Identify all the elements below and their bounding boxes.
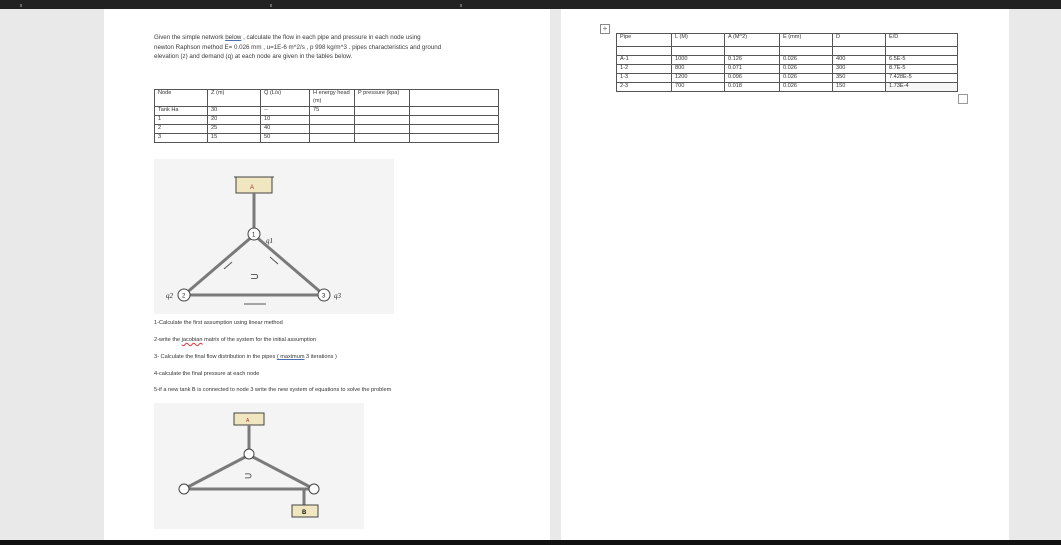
header-cell: Node: [155, 90, 208, 107]
table-cell: 0.126: [725, 56, 780, 65]
table-cell: 2-3: [617, 83, 672, 92]
table-cell: 75: [310, 107, 355, 116]
table-cell: 6.5E-5: [886, 56, 958, 65]
table-cell: --: [261, 107, 310, 116]
step-item: 3- Calculate the final flow distribution in the pipes ( maximum 3 iterations ): [154, 354, 337, 360]
table-cell: [886, 47, 958, 56]
table-cell: 700: [672, 83, 725, 92]
step-item: 1-Calculate the first assumption using linear method: [154, 320, 283, 326]
pipe-network-diagram: [154, 159, 394, 314]
node-3: [309, 484, 319, 494]
header-cell: Pipe: [617, 34, 672, 47]
tank-label: A: [250, 185, 255, 191]
table-cell: [355, 125, 410, 134]
table-cell: 1-3: [617, 74, 672, 83]
table-cell: 0.018: [725, 83, 780, 92]
table-cell: [780, 47, 833, 56]
tank-b-label: B: [302, 510, 307, 516]
table-row: [155, 116, 499, 125]
problem-line-1: Given the simple network below , calculate the flow in each pipe and pressure in each node using: [154, 34, 421, 41]
table-cell: 1: [155, 116, 208, 125]
pipe-network-diagram-with-tank-b: [154, 403, 364, 529]
table-row: [617, 56, 958, 65]
header-cell: L (M): [672, 34, 725, 47]
node-1-label: 1: [252, 232, 256, 239]
table-cell: 400: [833, 56, 886, 65]
table-row: [155, 134, 499, 143]
header-cell: P pressure (kpa): [355, 90, 410, 107]
table-cell: [410, 134, 499, 143]
table-cell: 800: [672, 65, 725, 74]
table-row: [155, 107, 499, 116]
header-cell: A (M^2): [725, 34, 780, 47]
header-cell: E/D: [886, 34, 958, 47]
table-cell: [725, 47, 780, 56]
table-cell: 0.026: [780, 56, 833, 65]
table-cell: 0.096: [725, 74, 780, 83]
problem-line-2: newton Raphson method E= 0.026 mm , u=1E-6 m^2/s , p 998 kg/m^3 . pipes characteristics and ground: [154, 43, 442, 51]
spellcheck-word[interactable]: jacobian: [181, 337, 203, 343]
plus-move-icon[interactable]: +: [600, 24, 610, 34]
table-cell: 2: [155, 125, 208, 134]
below-link[interactable]: below: [225, 34, 242, 41]
ruler-mark: [460, 4, 462, 7]
step-item: 5-if a new tank B is connected to node 3 write the new system of equations to solve the problem: [154, 387, 392, 393]
table-cell: 15: [208, 134, 261, 143]
grammar-mark[interactable]: ( maximum: [276, 354, 305, 360]
table-cell: 0.071: [725, 65, 780, 74]
table-cell: 30: [208, 107, 261, 116]
step-item: 4-calculate the final pressure at each node: [154, 371, 260, 377]
table-cell: [410, 107, 499, 116]
table-cell: [355, 116, 410, 125]
demand-q2: q2: [166, 292, 173, 300]
pipe-table-header: [617, 34, 958, 47]
table-cell: 7.428E-5: [886, 74, 958, 83]
table-row: [617, 74, 958, 83]
node-3-label: 3: [322, 293, 326, 300]
step-item: 2-write the jacobian matrix of the system for the initial assumption: [154, 337, 316, 343]
table-cell: [355, 107, 410, 116]
table-cell: 25: [208, 125, 261, 134]
table-cell: 0.026: [780, 65, 833, 74]
table-row: [617, 83, 958, 92]
table-cell: [410, 116, 499, 125]
tank-a-label: A: [246, 418, 250, 424]
demand-q1: q1: [266, 237, 273, 245]
window-top-bar: [0, 0, 1061, 9]
header-cell: Z (m): [208, 90, 261, 107]
header-cell: Q (L/s): [261, 90, 310, 107]
loop-direction-icon: ⊃: [250, 270, 260, 283]
table-cell: 1000: [672, 56, 725, 65]
header-cell: [410, 90, 499, 107]
node-1: [244, 449, 254, 459]
node-2-label: 2: [182, 293, 186, 300]
table-cell: 0.026: [780, 74, 833, 83]
ruler-mark: [270, 4, 272, 7]
table-cell: [672, 47, 725, 56]
table-cell: 1200: [672, 74, 725, 83]
table-cell: A-1: [617, 56, 672, 65]
table-cell: 150: [833, 83, 886, 92]
table-cell: [310, 116, 355, 125]
document-page-right[interactable]: [561, 9, 1009, 540]
table-row: [155, 125, 499, 134]
demand-q3: q3: [334, 292, 341, 300]
header-cell: H energy head (m): [310, 90, 355, 107]
table-cell: [617, 47, 672, 56]
node-table[interactable]: [154, 89, 499, 143]
problem-line-3: elevation (z) and demand (q) at each node are given in the tables below.: [154, 53, 353, 61]
table-cell: [833, 47, 886, 56]
document-page-left[interactable]: [104, 9, 550, 540]
table-cell: 50: [261, 134, 310, 143]
table-row: [617, 65, 958, 74]
table-cell: [310, 125, 355, 134]
loop-direction-icon: ⊃: [244, 471, 253, 482]
table-cell: 1-2: [617, 65, 672, 74]
window-bottom-bar: [0, 540, 1061, 545]
table-cell: 8.7E-5: [886, 65, 958, 74]
node-table-header: [155, 90, 499, 107]
table-cell: 3: [155, 134, 208, 143]
table-cell: 350: [833, 74, 886, 83]
table-cell: [310, 134, 355, 143]
table-cell: 0.026: [780, 83, 833, 92]
table-row: [617, 47, 958, 56]
table-resize-handle[interactable]: [958, 94, 968, 104]
table-cell: 10: [261, 116, 310, 125]
pipe-table[interactable]: [616, 33, 958, 92]
table-cell: [355, 134, 410, 143]
table-cell: [410, 125, 499, 134]
node-2: [179, 484, 189, 494]
header-cell: D: [833, 34, 886, 47]
problem-statement: [154, 33, 441, 62]
table-cell: 40: [261, 125, 310, 134]
table-cell: 20: [208, 116, 261, 125]
ruler-mark: [20, 4, 22, 7]
table-cell: Tank Ha: [155, 107, 208, 116]
table-cell[interactable]: 1.73E-4: [886, 83, 958, 92]
table-cell: 300: [833, 65, 886, 74]
header-cell: E (mm): [780, 34, 833, 47]
